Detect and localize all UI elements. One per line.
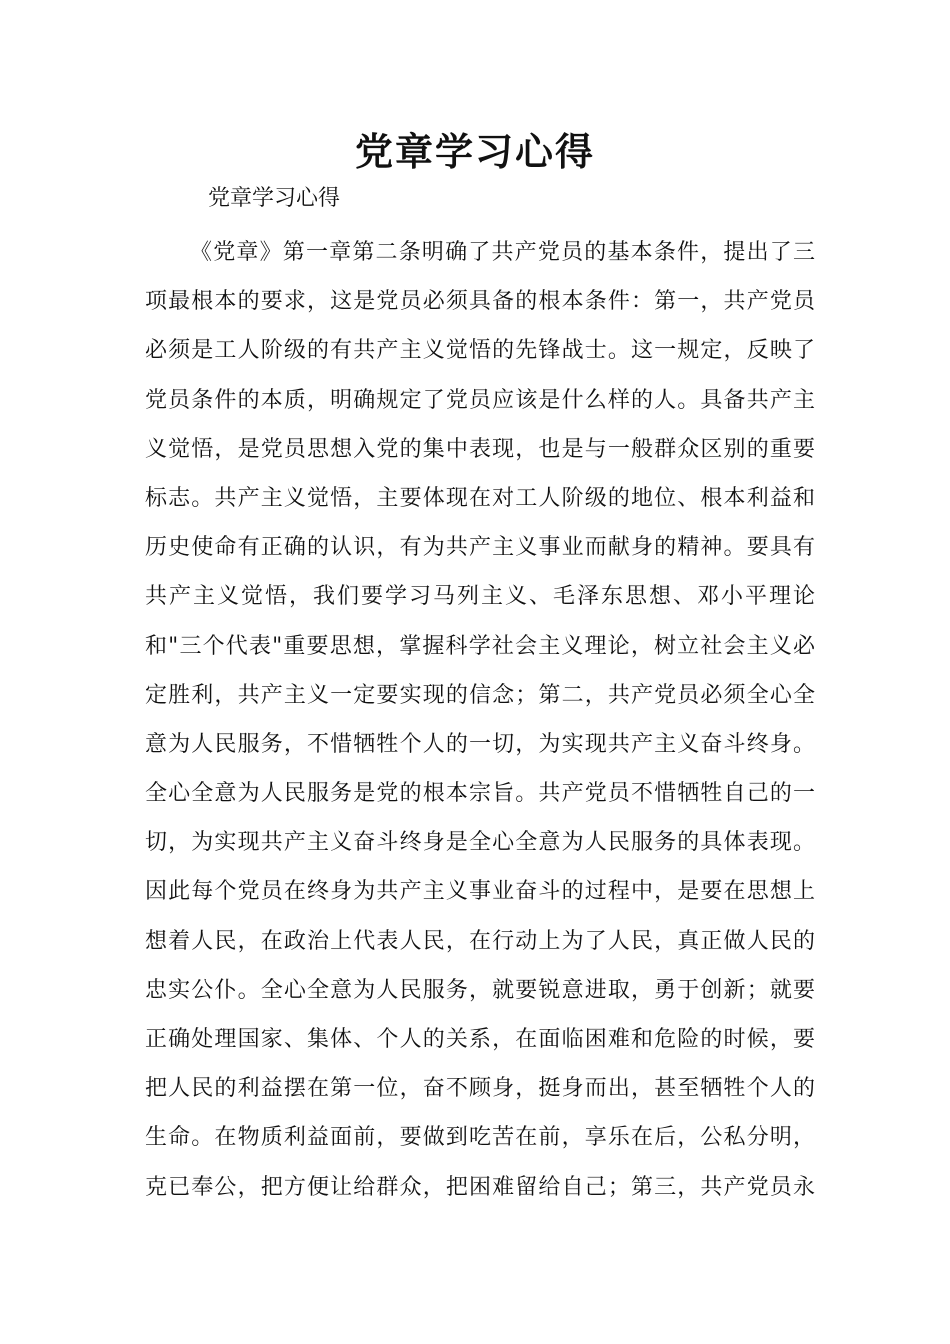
body-line: 定胜利，共产主义一定要实现的信念；第二，共产党员必须全心全 <box>145 682 815 708</box>
body-line: 因此每个党员在终身为共产主义事业奋斗的过程中，是要在思想上 <box>145 879 815 905</box>
body-line: 切，为实现共产主义奋斗终身是全心全意为人民服务的具体表现。 <box>145 830 815 856</box>
body-line: 共产主义觉悟，我们要学习马列主义、毛泽东思想、邓小平理论 <box>145 584 815 610</box>
body-line: 忠实公仆。全心全意为人民服务，就要锐意进取，勇于创新；就要 <box>145 977 815 1003</box>
document-title: 党章学习心得 <box>354 129 595 174</box>
body-line: 生命。在物质利益面前，要做到吃苦在前，享乐在后，公私分明， <box>145 1125 815 1151</box>
body-line: 标志。共产主义觉悟，主要体现在对工人阶级的地位、根本利益和 <box>145 485 815 511</box>
body-line: 《党章》第一章第二条明确了共产党员的基本条件，提出了三 <box>190 240 815 265</box>
body-line: 克已奉公，把方便让给群众，把困难留给自己；第三，共产党员永 <box>145 1174 815 1200</box>
document-body <box>145 228 815 1212</box>
body-line: 想着人民，在政治上代表人民，在行动上为了人民，真正做人民的 <box>145 928 815 954</box>
body-line: 历史使命有正确的认识，有为共产主义事业而献身的精神。要具有 <box>145 535 815 561</box>
body-line: 把人民的利益摆在第一位，奋不顾身，挺身而出，甚至牺牲个人的 <box>145 1076 815 1102</box>
document-subtitle: 党章学习心得 <box>208 186 341 211</box>
body-line: 党员条件的本质，明确规定了党员应该是什么样的人。具备共产主 <box>145 387 815 413</box>
body-line: 意为人民服务，不惜牺牲个人的一切，为实现共产主义奋斗终身。 <box>145 731 815 757</box>
body-line: 义觉悟，是党员思想入党的集中表现，也是与一般群众区别的重要 <box>145 436 815 462</box>
body-line: 正确处理国家、集体、个人的关系，在面临困难和危险的时候，要 <box>145 1027 815 1052</box>
body-line: 和"三个代表"重要思想，掌握科学社会主义理论，树立社会主义必 <box>145 633 815 659</box>
body-line: 全心全意为人民服务是党的根本宗旨。共产党员不惜牺牲自己的一 <box>145 781 815 807</box>
body-line: 项最根本的要求，这是党员必须具备的根本条件：第一，共产党员 <box>145 289 815 315</box>
body-line: 必须是工人阶级的有共产主义觉悟的先锋战士。这一规定，反映了 <box>145 338 815 364</box>
